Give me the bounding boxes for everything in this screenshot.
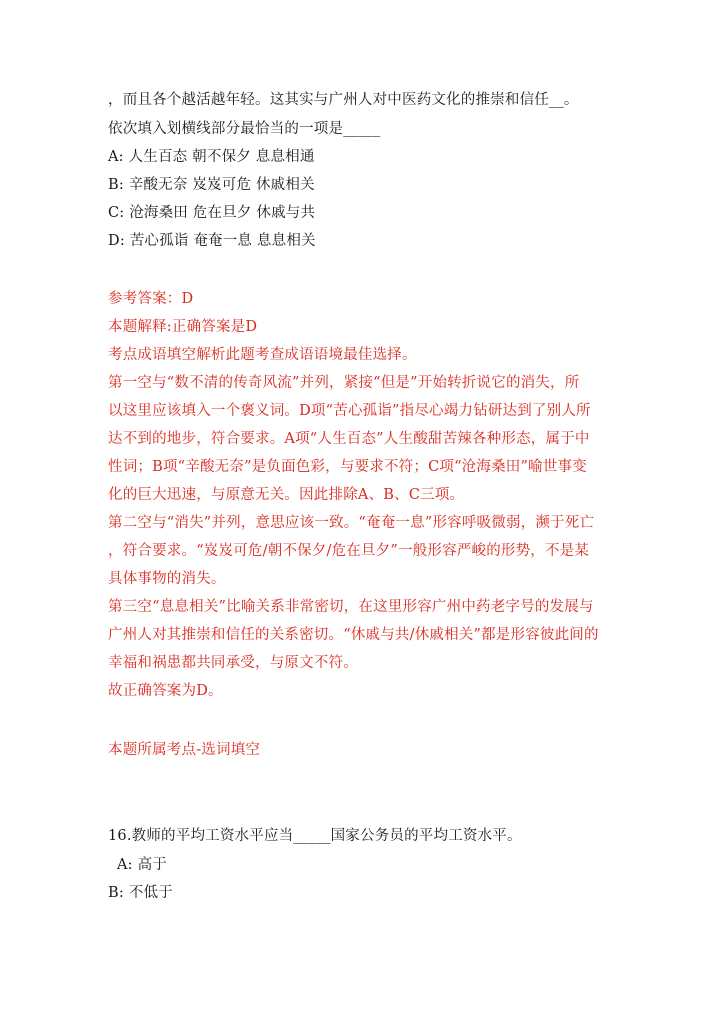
explanation-para2-line: 第二空与“消失”并列，意思应该一致。“奄奄一息”形容呼吸微弱，濒于死亡 bbox=[108, 515, 595, 531]
explanation-para2-line: 具体事物的消失。 bbox=[108, 571, 226, 587]
question-16-option-a: A: 高于 bbox=[117, 857, 167, 873]
question-prompt: 依次填入划横线部分最恰当的一项是_____ bbox=[108, 121, 381, 137]
explanation-para1-line: 化的巨大迅速，与原意无关。因此排除A、B、C三项。 bbox=[108, 487, 465, 503]
reference-answer: 参考答案：D bbox=[108, 291, 194, 307]
explanation-conclusion: 故正确答案为D。 bbox=[108, 683, 223, 699]
explanation-para1-line: 以这里应该填入一个褒义词。D项“苦心孤诣”指尽心竭力钻研达到了别人所 bbox=[108, 403, 591, 419]
option-b: B: 辛酸无奈 岌岌可危 休戚相关 bbox=[108, 177, 315, 193]
explanation-para3-line: 广州人对其推崇和信任的关系密切。“休戚与共/休戚相关”都是形容彼此间的 bbox=[108, 627, 599, 643]
option-d: D: 苦心孤诣 奄奄一息 息息相关 bbox=[108, 233, 316, 249]
option-c: C: 沧海桑田 危在旦夕 休戚与共 bbox=[108, 205, 316, 221]
explanation-para1-line: 达不到的地步，符合要求。A项“人生百态”人生酸甜苦辣各种形态，属于中 bbox=[108, 431, 590, 447]
explanation-para3-line: 第三空“息息相关”比喻关系非常密切，在这里形容广州中药老字号的发展与 bbox=[108, 599, 594, 615]
question-16-stem: 16.教师的平均工资水平应当_____国家公务员的平均工资水平。 bbox=[108, 828, 522, 844]
question-category: 本题所属考点-选词填空 bbox=[108, 742, 261, 758]
explanation-para1-line: 性词；B项“辛酸无奈”是负面色彩，与要求不符；C项“沧海桑田”喻世事变 bbox=[108, 459, 587, 475]
question-16-option-b: B: 不低于 bbox=[108, 885, 173, 901]
option-a: A: 人生百态 朝不保夕 息息相通 bbox=[108, 149, 315, 165]
explanation-para3-line: 幸福和祸患都共同承受，与原文不符。 bbox=[108, 655, 358, 671]
explanation-para1-line: 第一空与“数不清的传奇风流”并列，紧接“但是”开始转折说它的消失，所 bbox=[108, 375, 580, 391]
explanation-title: 本题解释:正确答案是D bbox=[108, 319, 258, 335]
explanation-point: 考点成语填空解析此题考查成语语境最佳选择。 bbox=[108, 347, 417, 363]
explanation-para2-line: ，符合要求。“岌岌可危/朝不保夕/危在旦夕”一般形容严峻的形势，不是某 bbox=[108, 543, 590, 559]
question-stem-tail: ，而且各个越活越年轻。这其实与广州人对中医药文化的推崇和信任__。 bbox=[108, 92, 579, 108]
